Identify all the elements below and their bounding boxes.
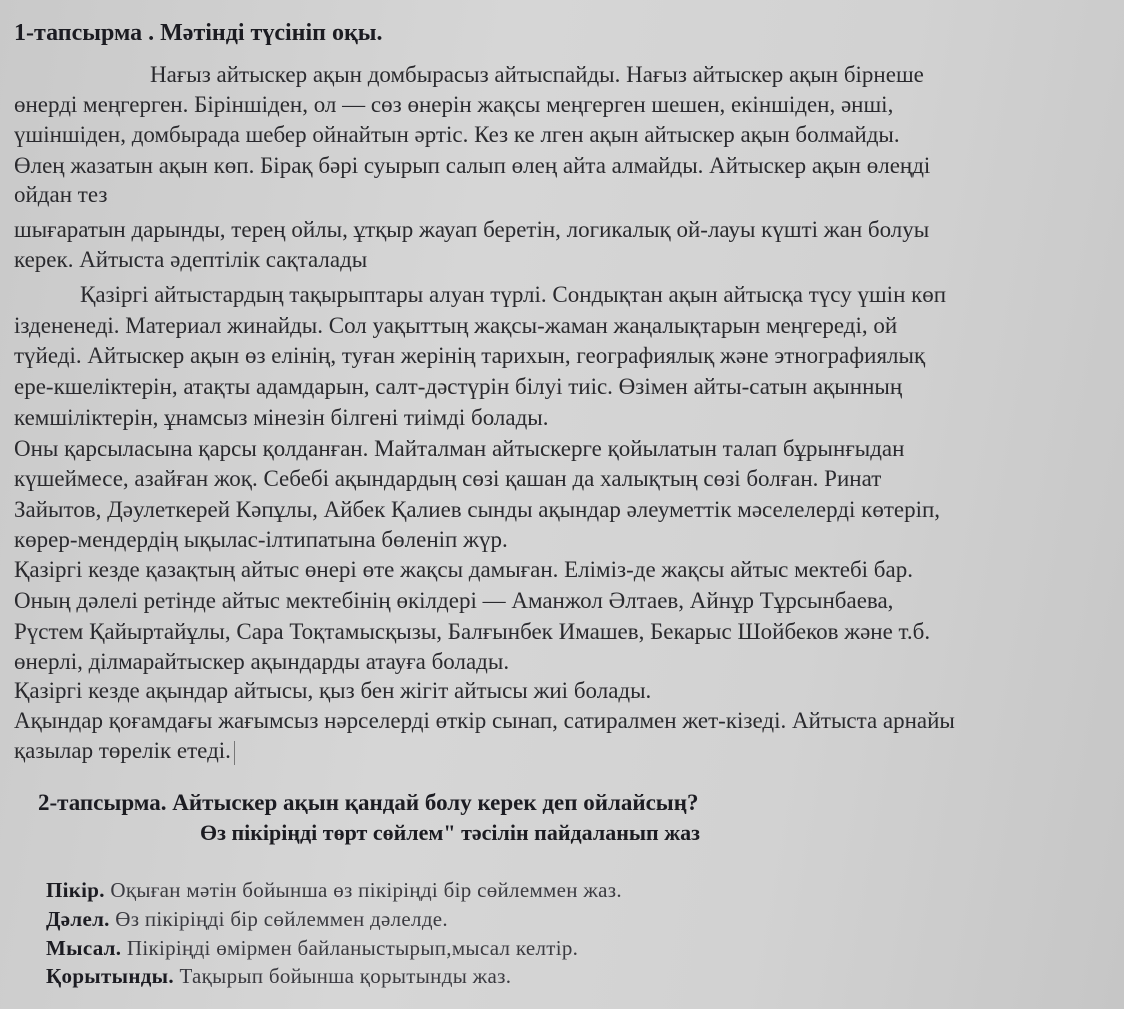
instruction-item — [46, 935, 578, 961]
text-line: Қазіргі кезде ақындар айтысы, қыз бен жігіт айтысы жиі болады. — [14, 678, 652, 703]
text-line: керек. Айтыста әдептілік сақталады — [14, 247, 368, 272]
instruction-text: Өз пікіріңді бір сөйлеммен дәлелде. — [109, 907, 448, 931]
instruction-text: Оқыған мәтін бойынша өз пікіріңді бір сөйлеммен жаз. — [104, 878, 622, 902]
instruction-item — [46, 963, 511, 989]
text-line: Оны қарсыласына қарсы қолданған. Майталман айтыскерге қойылатын талап бұрынғыдан — [14, 436, 905, 461]
text-line: көрер-мендердің ықылас-ілтипатына бөленіп жүр. — [14, 527, 508, 552]
text-line: Оның дәлелі ретінде айтыс мектебінің өкілдері — Аманжол Әлтаев, Айнұр Тұрсынбаева, — [14, 588, 894, 613]
text-cursor — [234, 741, 235, 765]
instruction-text: Пікіріңді өмірмен байланыстырып,мысал келтір. — [121, 936, 579, 960]
text-line: кемшіліктерін, ұнамсыз мінезін білгені тиімді болады. — [14, 405, 549, 430]
instruction-text: Тақырып бойынша қорытынды жаз. — [173, 964, 512, 988]
text-line: Нағыз айтыскер ақын домбырасыз айтыспайды. Нағыз айтыскер ақын бірнеше — [150, 62, 924, 87]
text-line: өнерлі, ділмарайтыскер ақындарды атауға болады. — [14, 649, 510, 674]
text-line: іздененеді. Материал жинайды. Сол уақыттың жақсы-жаман жаңалықтарын меңгереді, ой — [14, 313, 898, 338]
instruction-term: Дәлел. — [46, 907, 110, 931]
text-line: Рүстем Қайыртайұлы, Сара Тоқтамысқызы, Балғынбек Имашев, Бекарыс Шойбеков және т.б. — [14, 619, 931, 644]
text-line: шығаратын дарынды, терең ойлы, ұтқыр жауап беретін, логикалық ой-лауы күшті жан болуы — [14, 217, 930, 242]
instruction-term: Пікір. — [46, 878, 105, 902]
task2-title: 2-тапсырма. Айтыскер ақын қандай болу керек деп ойлайсың? — [38, 790, 699, 815]
text-line: өнерді меңгерген. Біріншіден, ол — сөз өнерін жақсы меңгерген шешен, екіншіден, әнші, — [14, 92, 894, 117]
task2-subtitle: Өз пікіріңді төрт сөйлем" тәсілін пайдаланып жаз — [200, 820, 701, 845]
task1-title: 1-тапсырма . Мәтінді түсініп оқы. — [14, 20, 383, 46]
text-line: түйеді. Айтыскер ақын өз елінің, туған жерінің тарихын, географиялық және этнографиялық — [14, 343, 926, 368]
text-line: Зайытов, Дәулеткерей Кәпұлы, Айбек Қалиев сынды ақындар әлеуметтік мәселелерді көтеріп, — [14, 497, 941, 522]
instruction-item — [46, 906, 448, 932]
text-line: үшіншіден, домбырада шебер ойнайтын әртіс. Кез ке лген ақын айтыскер ақын болмайды. — [14, 122, 900, 147]
text-line-last — [14, 738, 235, 765]
instruction-item — [46, 877, 622, 903]
text-line: Ақындар қоғамдағы жағымсыз нәрселерді өткір сынап, сатиралмен жет-кізеді. Айтыста арнайы — [14, 708, 955, 733]
instruction-term: Қорытынды. — [46, 964, 174, 988]
instruction-term: Мысал. — [46, 936, 122, 960]
text-line: күшеймесе, азайған жоқ. Себебі ақындардың сөзі қашан да халықтың сөзі болған. Ринат — [14, 466, 882, 491]
text-line-text: қазылар төрелік етеді. — [14, 738, 231, 763]
text-line: ойдан тез — [14, 182, 108, 207]
text-line: Қазіргі айтыстардың тақырыптары алуан түрлі. Сондықтан ақын айтысқа түсу үшін көп — [80, 282, 947, 307]
text-line: Өлең жазатын ақын көп. Бірақ бәрі суырып салып өлең айта алмайды. Айтыскер ақын өлеңді — [14, 153, 931, 178]
text-line: Қазіргі кезде қазақтың айтыс өнері өте жақсы дамыған. Еліміз-де жақсы айтыс мектебі бар. — [14, 557, 913, 582]
text-line: ере-кшеліктерін, атақты адамдарын, салт-дәстүрін білуі тиіс. Өзімен айты-сатын ақынның — [14, 374, 903, 399]
